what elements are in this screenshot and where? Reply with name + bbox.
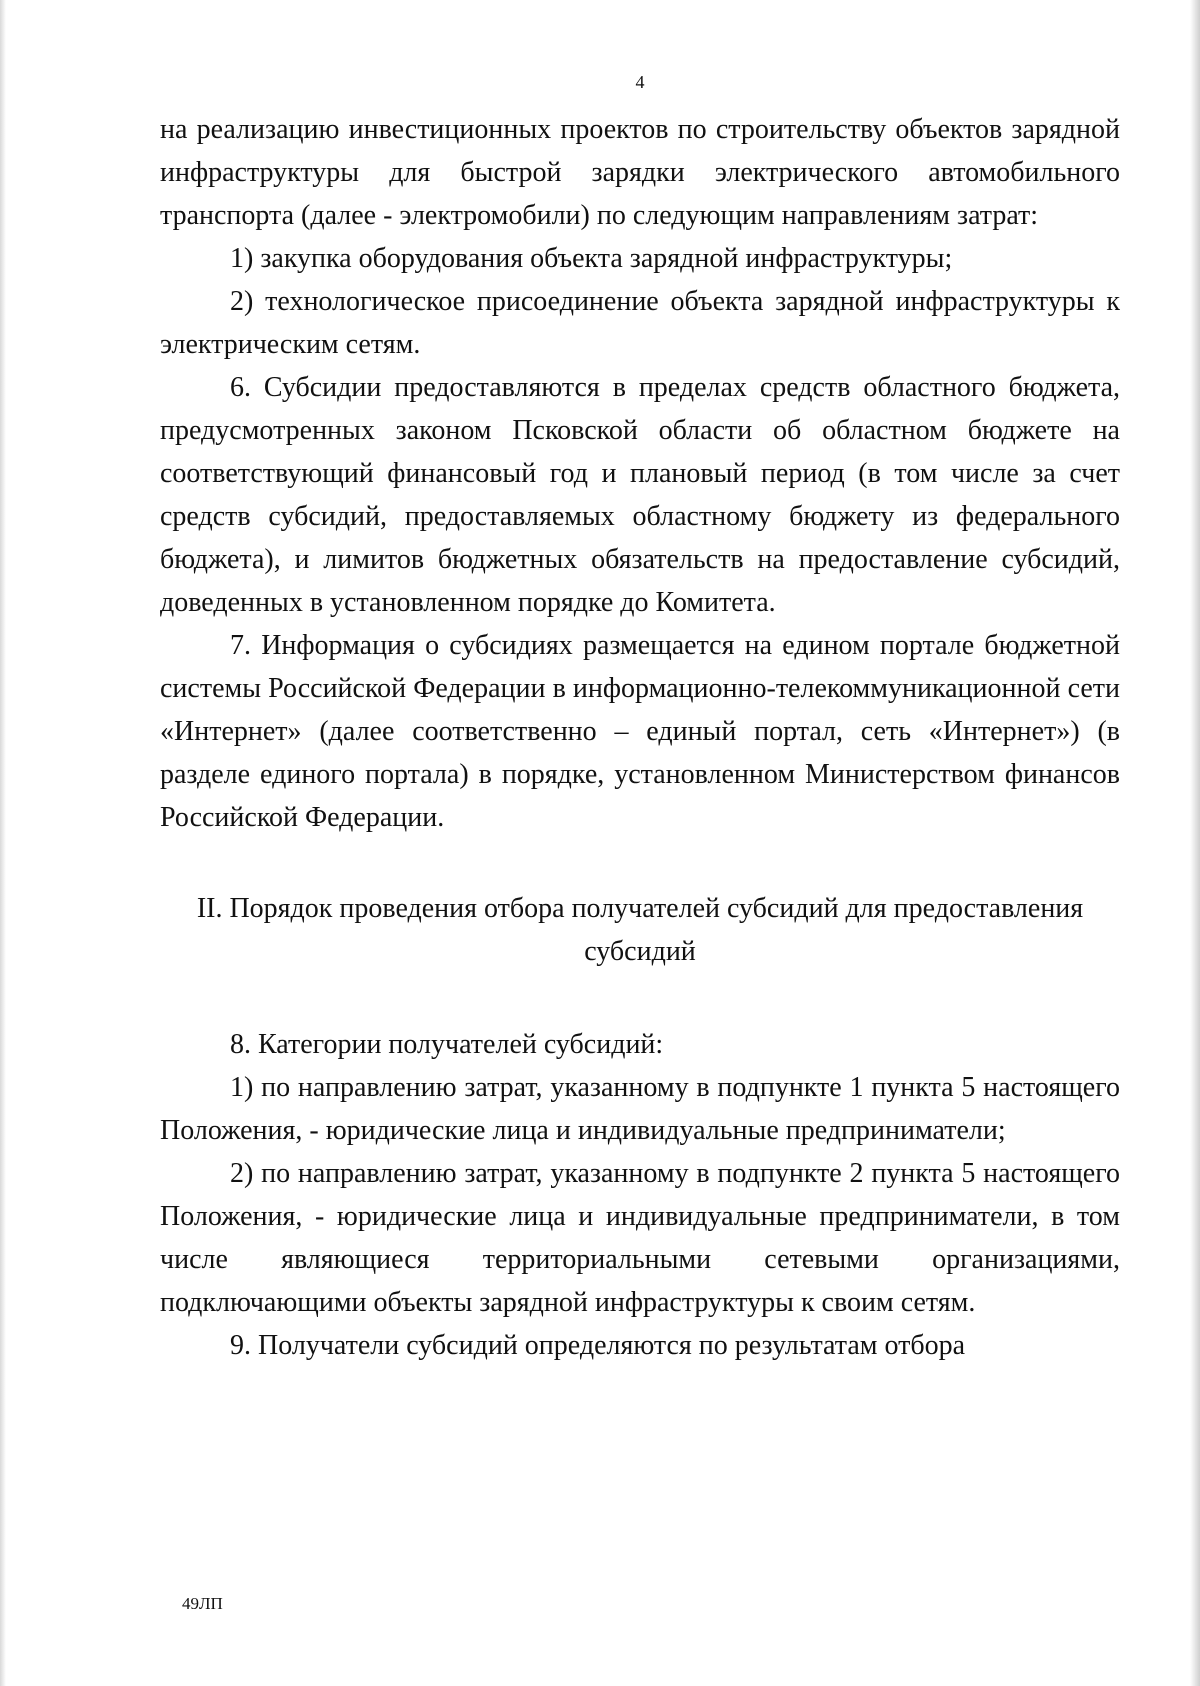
list-item-2: 2) технологическое присоединение объекта зарядной инфраструктуры к электрическим сетям. bbox=[160, 286, 1120, 360]
paragraph-8: 8. Категории получателей субсидий: bbox=[230, 1029, 664, 1060]
document-body bbox=[160, 108, 1120, 1367]
document-code: 49ЛП bbox=[182, 1594, 223, 1613]
paragraph-8-item-1: 1) по направлению затрат, указанному в подпункте 1 пункта 5 настоящего Положения, - юридические лица и индивидуальные предприниматели; bbox=[160, 1072, 1120, 1146]
paragraph-8-item-2: 2) по направлению затрат, указанному в подпункте 2 пункта 5 настоящего Положения, - юридические лица и индивидуальные предприниматели, в том числе являющиеся территориальными сетевыми организациями, подключающими объекты зарядной инфраструктуры к своим сетям. bbox=[160, 1158, 1120, 1318]
section-heading: II. Порядок проведения отбора получателей субсидий для предоставления субсидий bbox=[196, 893, 1084, 967]
page-number: 4 bbox=[635, 72, 645, 92]
list-item-1: 1) закупка оборудования объекта зарядной инфраструктуры; bbox=[230, 243, 953, 274]
paragraph-9: 9. Получатели субсидий определяются по результатам отбора bbox=[230, 1330, 966, 1361]
paragraph-continuation: на реализацию инвестиционных проектов по строительству объектов зарядной инфраструктуры для быстрой зарядки электрического автомобильного транспорта (далее - электромобили) по следующим направлениям затрат: bbox=[160, 114, 1120, 231]
scan-edge-right bbox=[1190, 0, 1200, 1686]
paragraph-7: 7. Информация о субсидиях размещается на едином портале бюджетной системы Российской Федерации в информационно-телекоммуникационной сети «Интернет» (далее соответственно – единый портал, сеть «Интернет») (в разделе единого портала) в порядке, установленном Министерством финансов Российской Федерации. bbox=[160, 630, 1120, 833]
scan-edge-left bbox=[0, 0, 6, 1686]
paragraph-6: 6. Субсидии предоставляются в пределах средств областного бюджета, предусмотренных законом Псковской области об областном бюджете на соответствующий финансовый год и плановый период (в том числе за счет средств субсидий, предоставляемых областному бюджету из федерального бюджета), и лимитов бюджетных обязательств на предоставление субсидий, доведенных в установленном порядке до Комитета. bbox=[160, 372, 1120, 618]
